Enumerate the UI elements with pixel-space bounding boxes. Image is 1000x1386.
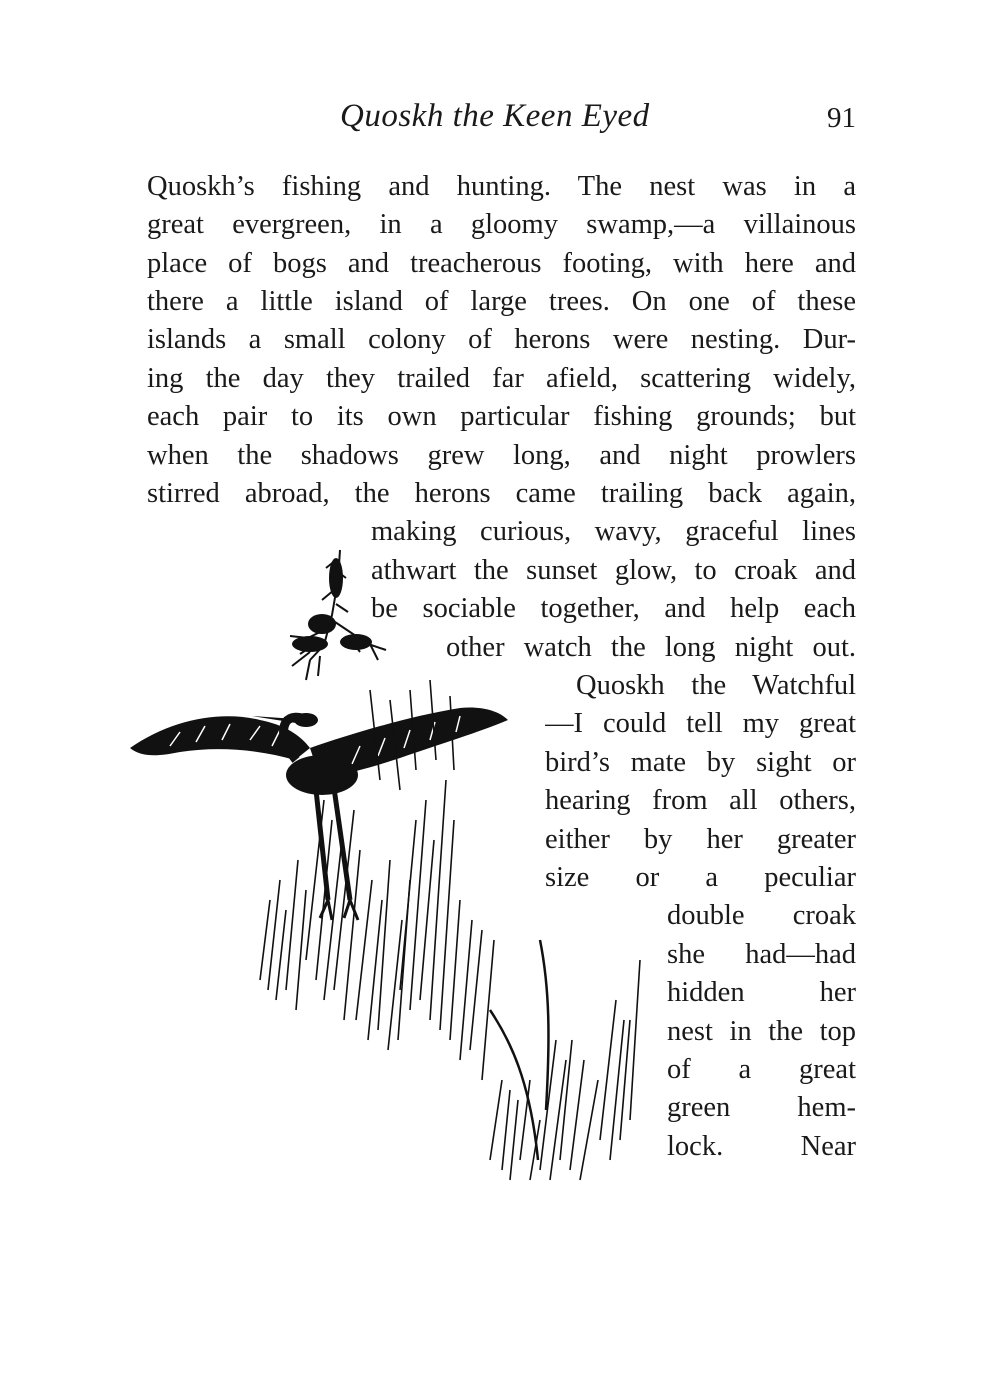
text-line: great evergreen, in a gloomy swamp,—a villainous bbox=[147, 209, 856, 240]
text-line: making curious, wavy, graceful lines bbox=[371, 516, 856, 547]
text-line: Quoskh’s fishing and hunting. The nest was in a bbox=[147, 171, 856, 202]
text-line: nest in the top bbox=[667, 1016, 856, 1047]
text-line: hidden her bbox=[667, 977, 856, 1008]
text-line: bird’s mate by sight or bbox=[545, 747, 856, 778]
text-line: ing the day they trailed far afield, scattering widely, bbox=[147, 363, 856, 394]
heron bbox=[130, 708, 508, 921]
text-line: athwart the sunset glow, to croak and bbox=[371, 555, 856, 586]
text-line: she had—had bbox=[667, 939, 856, 970]
text-line: either by her greater bbox=[545, 824, 856, 855]
tree-foliage bbox=[292, 558, 372, 652]
text-line: Quoskh the Watchful bbox=[576, 670, 856, 701]
text-line: double croak bbox=[667, 900, 856, 931]
page-number: 91 bbox=[827, 102, 856, 134]
text-line: when the shadows grew long, and night prowlers bbox=[147, 440, 856, 471]
text-line: size or a peculiar bbox=[545, 862, 856, 893]
text-line: of a great bbox=[667, 1054, 856, 1085]
text-line: green hem- bbox=[667, 1092, 856, 1123]
text-line: —I could tell my great bbox=[545, 708, 856, 739]
text-line: other watch the long night out. bbox=[446, 632, 856, 663]
text-line: there a little island of large trees. On one of these bbox=[147, 286, 856, 317]
page-header-title: Quoskh the Keen Eyed bbox=[340, 98, 650, 134]
heron-illustration-icon bbox=[110, 520, 670, 1210]
text-line: hearing from all others, bbox=[545, 785, 856, 816]
text-line: each pair to its own particular fishing grounds; but bbox=[147, 401, 856, 432]
text-line: stirred abroad, the herons came trailing back again, bbox=[147, 478, 856, 509]
text-line: lock. Near bbox=[667, 1131, 856, 1162]
text-line: islands a small colony of herons were nesting. Dur- bbox=[147, 324, 856, 355]
text-line: be sociable together, and help each bbox=[371, 593, 856, 624]
text-line: place of bogs and treacherous footing, with here and bbox=[147, 248, 856, 279]
